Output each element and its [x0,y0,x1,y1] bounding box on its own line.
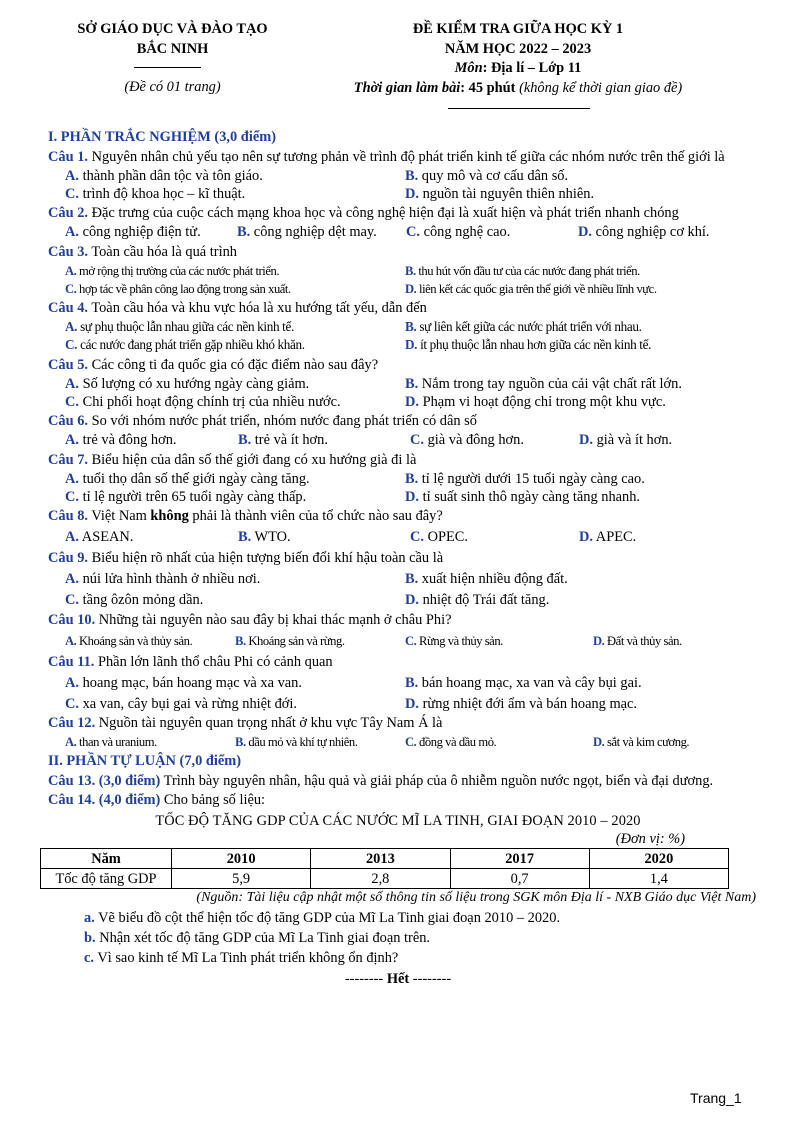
pages-note: (Đề có 01 trang) [124,79,221,95]
question-6-options [48,431,748,449]
question-9: Câu 9. Biểu hiện rõ nhất của hiện tượng biến đổi khí hậu toàn cầu là [48,550,444,566]
question-12: Câu 12. Nguồn tài nguyên quan trọng nhất ở khu vực Tây Nam Á là [48,715,443,731]
question-11-options [48,674,748,713]
exam-body [48,128,756,988]
question-2-options [48,223,748,241]
province-name: BẮC NINH [136,40,209,57]
option: B. quy mô và cơ cấu dân số. [405,167,569,184]
question-7-options [48,470,748,506]
option: C. hợp tác về phân công lao động trong sản xuất. [65,281,291,296]
option: A. trẻ và đông hơn. [65,432,177,448]
option: D. nhiệt độ Trái đất tăng. [405,592,550,608]
part2-heading: II. PHẦN TỰ LUẬN (7,0 điểm) [48,753,242,769]
option: B. sự liên kết giữa các nước phát triển với nhau. [405,319,642,334]
table-unit: (Đơn vị: %) [615,831,685,847]
option: A. thành phần dân tộc và tôn giáo. [65,167,263,184]
question-9-options [48,570,748,609]
option: B. xuất hiện nhiều động đất. [405,571,568,587]
table-header-cell: Năm [41,849,172,869]
question-7: Câu 7. Biểu hiện của dân số thế giới đang có xu hướng già đi là [48,451,417,468]
table-cell: 5,9 [172,869,311,889]
table-header-cell: 2010 [172,849,311,869]
exam-title: ĐỀ KIỂM TRA GIỮA HỌC KỲ 1 [412,21,624,37]
option: D. già và ít hơn. [579,432,673,448]
subject-line: Môn: Địa lí – Lớp 11 [454,60,582,76]
table-cell: Tốc độ tăng GDP [41,869,172,889]
table-header-cell: 2020 [589,849,728,869]
option: D. Phạm vi hoạt động chỉ trong một khu vực. [405,393,666,410]
question-4-options [48,318,748,354]
option: D. công nghiệp cơ khí. [578,224,710,240]
question-5-options [48,375,748,411]
table-cell: 0,7 [450,869,589,889]
table-title: TỐC ĐỘ TĂNG GDP CỦA CÁC NƯỚC MĨ LA TINH, GIAI ĐOẠN 2010 – 2020 [155,813,641,829]
table-cell: 1,4 [589,869,728,889]
question-8: Câu 8. Việt Nam không phải là thành viên của tổ chức nào sau đây? [48,508,443,524]
option: A. ASEAN. [65,529,134,545]
header-left [40,20,305,98]
subquestion-c: c. Vì sao kinh tế Mĩ La Tinh phát triển không ổn định? [84,950,399,966]
option: C. già và đông hơn. [410,432,524,448]
question-8-options [48,528,748,546]
option: D. rừng nhiệt đới ẩm và bán hoang mạc. [405,695,638,712]
option: B. công nghiệp dệt may. [237,224,377,240]
option: C. tầng ôzôn mỏng dần. [65,592,204,608]
question-10-options [48,632,748,650]
table-cell: 2,8 [311,869,450,889]
department-name: SỞ GIÁO DỤC VÀ ĐÀO TẠO [77,21,268,37]
gdp-table [40,848,729,889]
question-13: Câu 13. (3,0 điểm) Trình bày nguyên nhân, hậu quả và giải pháp của ô nhiễm nguồn nước ngọt, biển và đại dương. [48,772,714,789]
question-1-options [48,167,748,203]
table-header-cell: 2017 [450,849,589,869]
option: B. dầu mỏ và khí tự nhiên. [235,735,358,749]
option: D. nguồn tài nguyên thiên nhiên. [405,185,595,202]
option: C. các nước đang phát triển gặp nhiều khó khăn. [65,337,305,352]
option: C. Rừng và thủy sản. [405,633,503,648]
option: C. OPEC. [410,529,468,545]
option: D. sắt và kim cương. [593,735,690,749]
end-marker: -------- Hết -------- [344,971,452,987]
option: B. tỉ lệ người dưới 15 tuổi ngày càng cao. [405,470,645,487]
option: B. WTO. [238,529,291,545]
question-4: Câu 4. Toàn cầu hóa và khu vực hóa là xu hướng tất yếu, dẫn đến [48,300,427,316]
question-5: Câu 5. Các công ti đa quốc gia có đặc điểm nào sau đây? [48,356,379,373]
option: B. trẻ và ít hơn. [238,432,328,448]
question-6: Câu 6. So với nhóm nước phát triển, nhóm nước đang phát triển có dân số [48,413,477,429]
page-number: Trang_1 [690,1090,742,1106]
part1-heading: I. PHẦN TRẮC NGHIỆM (3,0 điểm) [48,129,276,145]
option: D. liên kết các quốc gia trên thế giới về nhiều lĩnh vực. [405,281,657,296]
option: A. Số lượng có xu hướng ngày càng giảm. [65,375,310,392]
option: C. công nghệ cao. [406,224,511,240]
question-1: Câu 1. Nguyên nhân chủ yếu tạo nên sự tương phản về trình độ phát triển kinh tế giữa các nhóm nước trên thế giới là [48,148,725,165]
subquestion-b: b. Nhận xét tốc độ tăng GDP của Mĩ La Tinh giai đoạn trên. [84,930,431,946]
question-10: Câu 10. Những tài nguyên nào sau đây bị khai thác mạnh ở châu Phi? [48,611,452,628]
time-line: Thời gian làm bài: 45 phút (không kể thời gian giao đề) [353,79,683,96]
header-divider-right [448,108,590,109]
header-divider-left [134,67,201,68]
option: B. thu hút vốn đầu tư của các nước đang phát triển. [405,263,640,278]
option: A. than và uranium. [65,735,157,749]
option: C. đồng và dầu mỏ. [405,735,497,749]
option: C. Chi phối hoạt động chính trị của nhiều nước. [65,393,341,410]
option: A. núi lửa hình thành ở nhiều nơi. [65,571,261,587]
question-11: Câu 11. Phần lớn lãnh thổ châu Phi có cảnh quan [48,653,333,670]
option: A. Khoáng sản và thủy sản. [65,633,193,648]
question-12-options [48,733,748,751]
option: B. Nắm trong tay nguồn của cải vật chất rất lớn. [405,375,682,392]
option: D. ít phụ thuộc lẫn nhau hơn giữa các nền kinh tế. [405,337,652,352]
option: D. Đất và thủy sản. [593,633,682,648]
option: C. trình độ khoa học – kĩ thuật. [65,185,246,202]
table-source: (Nguồn: Tài liệu cập nhật một số thông tin số liệu trong SGK môn Địa lí - NXB Giáo dục Việt Nam) [196,890,756,905]
school-year: NĂM HỌC 2022 – 2023 [444,40,592,57]
option: D. tỉ suất sinh thô ngày càng tăng nhanh. [405,488,641,505]
option: A. hoang mạc, bán hoang mạc và xa van. [65,674,302,691]
option: A. tuổi thọ dân số thế giới ngày càng tăng. [65,470,310,487]
header-right [318,20,718,98]
option: C. tỉ lệ người trên 65 tuổi ngày càng thấp. [65,488,307,505]
option: A. mở rộng thị trường của các nước phát triển. [65,263,280,278]
table-row [41,869,729,889]
option: A. công nghiệp điện tử. [65,224,201,240]
option: B. bán hoang mạc, xa van và cây bụi gai. [405,674,642,691]
option: C. xa van, cây bụi gai và rừng nhiệt đới. [65,695,298,712]
question-2: Câu 2. Đặc trưng của cuộc cách mạng khoa học và công nghệ hiện đại là xuất hiện và phát triển nhanh chóng [48,205,679,221]
option: D. APEC. [579,529,637,545]
option: B. Khoáng sản và rừng. [235,633,345,648]
question-14: Câu 14. (4,0 điểm) Cho bảng số liệu: [48,792,266,808]
question-3: Câu 3. Toàn cầu hóa là quá trình [48,243,237,260]
option: A. sự phụ thuộc lẫn nhau giữa các nền kinh tế. [65,319,294,334]
table-header-cell: 2013 [311,849,450,869]
table-header-row [41,849,729,869]
question-3-options [48,262,748,298]
subquestion-a: a. Vẽ biểu đồ cột thể hiện tốc độ tăng GDP của Mĩ La Tinh giai đoạn 2010 – 2020. [84,910,561,926]
